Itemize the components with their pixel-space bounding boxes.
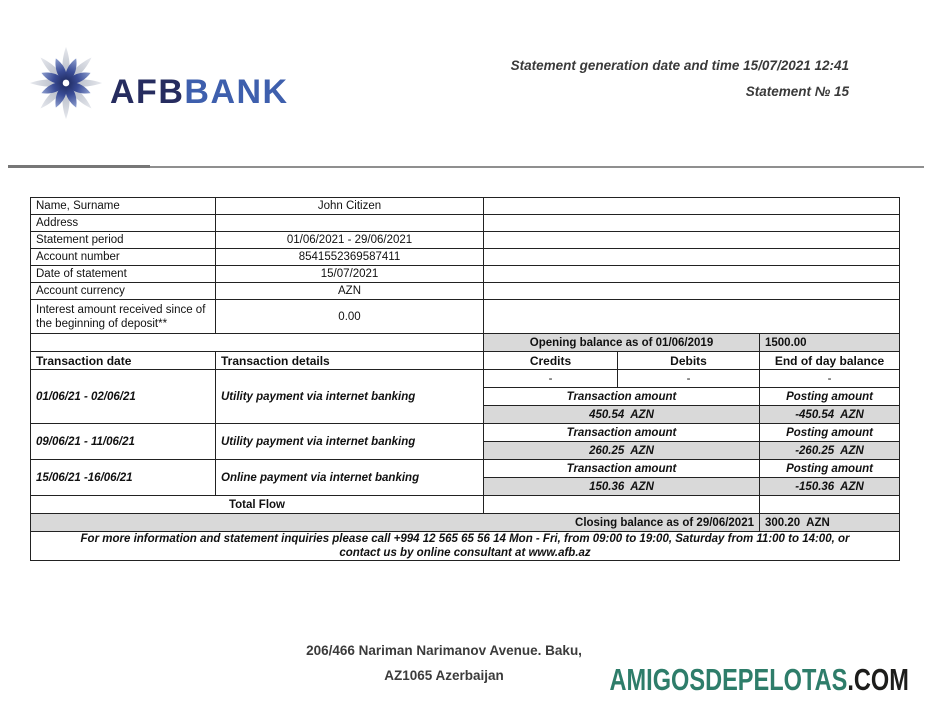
transaction-row [31, 370, 900, 388]
transaction-amount-label: Transaction amount [484, 388, 760, 406]
posting-amount-label: Posting amount [760, 388, 900, 406]
info-row-name [31, 198, 900, 215]
total-flow-row [31, 496, 900, 514]
info-label: Date of statement [31, 266, 216, 283]
empty-region [484, 266, 900, 283]
info-label: Statement period [31, 232, 216, 249]
site-watermark [610, 662, 909, 698]
generation-datetime: Statement generation date and time 15/07/2021 12:41 [510, 58, 849, 73]
statement-meta [511, 53, 849, 105]
info-value [216, 215, 484, 232]
transaction-debits: - [618, 370, 760, 388]
statement-number: Statement № 15 [745, 84, 849, 99]
col-header-date: Transaction date [31, 352, 216, 370]
transaction-amount-label: Transaction amount [484, 460, 760, 478]
empty-cell [31, 334, 484, 352]
transaction-row [31, 424, 900, 442]
empty-region [484, 198, 900, 215]
contact-note-row [31, 532, 900, 561]
info-row-interest [31, 300, 900, 334]
transaction-amount-value: 450.54 AZN [484, 406, 760, 424]
empty-region [484, 215, 900, 232]
transaction-date: 09/06/21 - 11/06/21 [31, 424, 216, 460]
info-row-account-number [31, 249, 900, 266]
total-flow-label: Total Flow [31, 496, 484, 514]
transaction-end-of-day: - [760, 370, 900, 388]
transaction-amount-value: 260.25 AZN [484, 442, 760, 460]
info-value: 0.00 [216, 300, 484, 334]
opening-balance-row [31, 334, 900, 352]
info-row-period [31, 232, 900, 249]
col-header-debits: Debits [618, 352, 760, 370]
contact-note [31, 532, 900, 561]
empty-region [484, 283, 900, 300]
opening-balance-value: 1500.00 [760, 334, 900, 352]
contact-note-line2: contact us by online consultant at www.afb.az [339, 547, 591, 559]
info-label: Interest amount received since of the beginning of deposit** [31, 300, 216, 334]
transaction-date: 15/06/21 -16/06/21 [31, 460, 216, 496]
watermark-tld: .COM [847, 662, 909, 697]
empty-region [484, 249, 900, 266]
info-row-address [31, 215, 900, 232]
transaction-credits: - [484, 370, 618, 388]
empty-region [484, 300, 900, 334]
afb-star-logo-icon [28, 44, 104, 122]
info-value: 15/07/2021 [216, 266, 484, 283]
statement-table [30, 197, 900, 561]
col-header-credits: Credits [484, 352, 618, 370]
info-label: Account currency [31, 283, 216, 300]
transaction-amount-label: Transaction amount [484, 424, 760, 442]
info-value: 01/06/2021 - 29/06/2021 [216, 232, 484, 249]
closing-balance-value: 300.20 AZN [760, 514, 900, 532]
col-header-end-of-day: End of day balance [760, 352, 900, 370]
empty-cell [760, 496, 900, 514]
transaction-details: Online payment via internet banking [216, 460, 484, 496]
header-divider-accent [8, 165, 150, 168]
info-row-currency [31, 283, 900, 300]
posting-amount-value: -150.36 AZN [760, 478, 900, 496]
transactions-header-row [31, 352, 900, 370]
transaction-details: Utility payment via internet banking [216, 370, 484, 424]
transaction-amount-value: 150.36 AZN [484, 478, 760, 496]
info-row-statement-date [31, 266, 900, 283]
transaction-date: 01/06/21 - 02/06/21 [31, 370, 216, 424]
col-header-details: Transaction details [216, 352, 484, 370]
watermark-name: AMIGOSDEPELOTAS [609, 662, 848, 697]
bank-address-line1: 206/466 Nariman Narimanov Avenue. Baku, [306, 643, 582, 658]
bank-logo [28, 44, 289, 122]
bank-address-line2: AZ1065 Azerbaijan [384, 668, 504, 683]
posting-amount-value: -450.54 AZN [760, 406, 900, 424]
logo-text-afb: AFB [110, 72, 185, 111]
opening-balance-label: Opening balance as of 01/06/2019 [484, 334, 760, 352]
logo-text-bank: BANK [184, 72, 289, 111]
empty-region [484, 232, 900, 249]
statement-table-wrap [30, 197, 900, 561]
info-label: Account number [31, 249, 216, 266]
info-value: 8541552369587411 [216, 249, 484, 266]
closing-balance-row [31, 514, 900, 532]
posting-amount-label: Posting amount [760, 460, 900, 478]
info-label: Address [31, 215, 216, 232]
info-value: AZN [216, 283, 484, 300]
contact-note-line1: For more information and statement inquiries please call +994 12 565 65 56 14 Mon - Fri, from 09:00 to 19:00, Saturday from 11:00 to 14:00, or [80, 533, 850, 545]
bank-logo-text [110, 73, 289, 112]
posting-amount-value: -260.25 AZN [760, 442, 900, 460]
info-value: John Citizen [216, 198, 484, 215]
transaction-row [31, 460, 900, 478]
posting-amount-label: Posting amount [760, 424, 900, 442]
transaction-details: Utility payment via internet banking [216, 424, 484, 460]
empty-cell [484, 496, 760, 514]
closing-balance-label: Closing balance as of 29/06/2021 [31, 514, 760, 532]
info-label: Name, Surname [31, 198, 216, 215]
